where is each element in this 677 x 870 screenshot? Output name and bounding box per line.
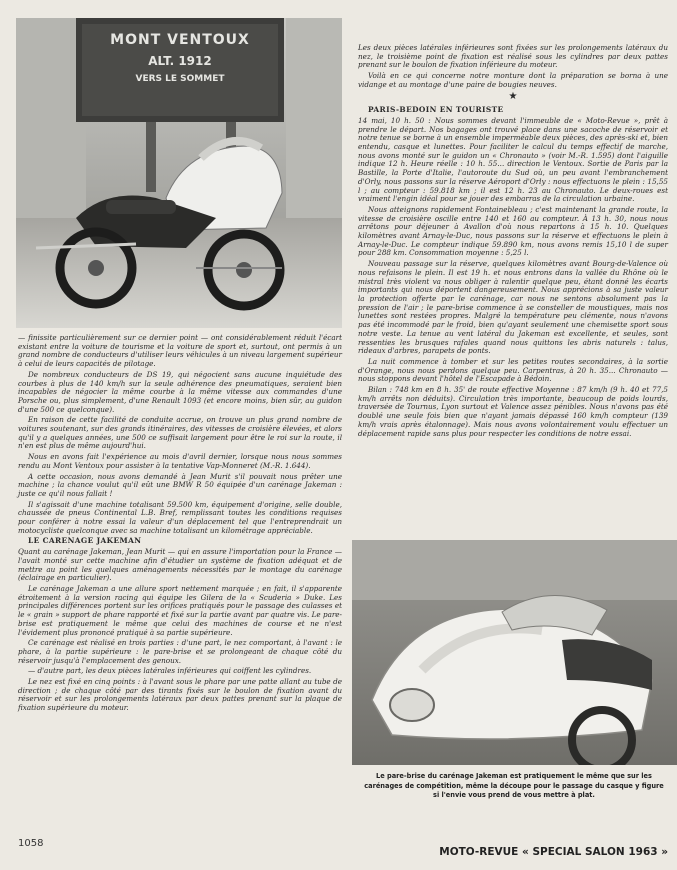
body-paragraph: Nous atteignons rapidement Fontainebleau ; c'est maintenant la grande route, la vitesse de croisière oscille entre 140 et 160 au compteur. À 13 h. 30, nous nous arrêtons pour déjeuner à Avallon d'où nous repartons à 15 h. 10. Quelques kilomètres avant Arnay-le-Duc, nous passons sur la réserve et effectuons le plein à Arnay-le-Duc. Le compteur indique 59.890 km, nous avons remis 15,10 l de super pour 288 km. Consommation moyenne : 5,25 l. <box>358 204 668 258</box>
body-paragraph: Bilan : 748 km en 8 h. 35' de route effective Moyenne : 87 km/h (9 h. 40 et 77,5 km/h arrêts non déduits). Circulation très importante, beaucoup de poids lourds, traversée de Tournus, Lyon surtout et Valence assez pénibles. Nous n'avons pas été doublé une seule fois bien que n'ayant jamais dépassé 160 km/h compteur (139 km/h vrais après étalonnage). Mais nous avons volontairement voulu effectuer un déplacement rapide sans plus pour respecter les conditions de notre essai. <box>358 385 668 438</box>
body-paragraph: Nouveau passage sur la réserve, quelques kilomètres avant Bourg-de-Valence où nous refaisons le plein. Il est 19 h. et nous entrons dans la vallée du Rhône où le mistral très violent va nous obliger à ralentir quelque peu, étant donné les écarts importants qui nous déportent dangereusement. Nous apprécions à sa juste valeur la protection offerte par le carénage, car nous ne sentons absolument pas la pression de l'air ; le pare-brise commence à se consteller de moustiques, mais nos lunettes sont restées propres. Malgré la température peu clémente, nous n'avons pas été incommodé par le froid, bien qu'ayant seulement une chemisette sport sous notre veste. La tenue au vent latéral du Jakeman est excellente, et seules, sont ressenties les brusques rafales quand nous quittons les abris naturels : talus, rideaux d'arbres, parapets de ponts. <box>358 259 668 356</box>
sign-line-2: ALT. 1912 <box>148 54 212 68</box>
body-paragraph: 14 mai, 10 h. 50 : Nous sommes devant l'immeuble de « Moto-Revue », prêt à prendre le départ. Nos bagages ont trouvé place dans une sacoche de réservoir et notre tenue se borne à un ensemble imperméable deux pièces, des après-ski et, bien entendu, casque et lunettes. Pour faciliter le calcul du temps effectif de marche, nous avons monté sur le guidon un « Chronauto » (voir M.-R. 1.595) dont l'aiguille indique 12 h. Heure réelle : 10 h. 55... direction le Ventoux. Sortie de Paris par la Bastille, la Porte d'Italie, l'autoroute du Sud où, un peu avant l'embranchement d'Orly, nous passons sur la réserve Aéroport d'Orly : nous effectuons le plein : 15,55 l ; au compteur : 59.818 km ; il est 12 h. 23 au Chronauto. Le deux-roues est vraiment l'engin idéal pour se jouer des embarras de la circulation urbaine. <box>358 115 668 204</box>
body-paragraph: Ce carénage est réalisé en trois parties : d'une part, le nez comportant, à l'avant : le phare, à la partie supérieure : le pare-brise et se prolongeant de chaque côté du réservoir jusqu'à l'emplacement des genoux. <box>18 638 342 665</box>
section-star: ★ <box>508 90 518 102</box>
photo-fairing-closeup <box>352 540 677 765</box>
section-heading-paris-bedoin: PARIS-BEDOIN EN TOURISTE <box>368 105 504 115</box>
article-column-left <box>18 334 342 715</box>
photo-motorcycle-mont-ventoux <box>16 18 342 328</box>
body-paragraph: Quant au carénage Jakeman, Jean Murit — qui en assure l'importation pour la France — l'avait monté sur cette machine afin d'étudier un système de fixation adéquat et de mettre au point les quelques aménagements nécessités par le montage du carénage (éclairage en particulier). <box>18 547 342 583</box>
body-paragraph: Il s'agissait d'une machine totalisant 59.500 km, équipement d'origine, selle double, chaussée de pneus Continental L.B. Bref, remplissant toutes les conditions requises pour conférer à notre essai la valeur d'un déplacement tel que l'entreprendrait un motocycliste quelconque avec sa machine totalisant un kilométrage appréciable. <box>18 499 342 535</box>
magazine-footer: MOTO-REVUE « SPECIAL SALON 1963 » <box>439 846 668 858</box>
body-paragraph: De nombreux conducteurs de DS 19, qui négocient sans aucune inquiétude des courbes à plus de 140 km/h sur la seule adhérence des pneumatiques, seraient bien incapables de négocier la même courbe à la même vitesse aux commandes d'une Porsche ou, plus simplement, d'une Renault 1093 (et encore moins, bien sûr, au guidon d'une 500 ce quelconque). <box>18 369 342 414</box>
intro-paragraph-2: Voilà en ce qui concerne notre monture dont la préparation se borna à une vidange et au montage d'une paire de bougies neuves. <box>358 71 668 89</box>
page-number: 1058 <box>18 838 44 849</box>
sign-line-1: MONT VENTOUX <box>110 32 250 48</box>
photo-fairing-illustration <box>352 540 677 765</box>
body-paragraph: — finissite particulièrement sur ce dernier point — ont considérablement réduit l'écart existant entre la voiture de tourisme et la voiture de sport et, surtout, ont permis à un grand nombre de conducteurs d'utiliser leurs véhicules à un niveau largement supérieur à celui de leurs capacités de pilotage. <box>18 333 342 369</box>
body-paragraph: Le nez est fixé en cinq points : à l'avant sous le phare par une patte allant au tube de direction ; de chaque côté par des tirants fixés sur le boulon de fixation avant du réservoir et sur les prolongements latéraux par deux pattes prenant sur la plaque de fixation supérieure du moteur. <box>18 677 342 713</box>
body-paragraph: La nuit commence à tomber et sur les petites routes secondaires, à la sortie d'Orange, nous nous perdons quelque peu. Carpentras, à 20 h. 35... Chronauto — nous stoppons devant l'hôtel de l'Escapade à Bédoin. <box>358 356 668 384</box>
body-paragraph: Le carénage Jakeman a une allure sport nettement marquée ; en fait, il s'apparente étroitement à la version racing qui équipe les Gilera de la « Scuderia » Duke. Les principales différences portent sur les orifices pratiqués pour le passage des culasses et le « grain » support de phare rapporté et fixé sur la partie avant par quatre vis. Le pare-brise est pratiquement le même que celui des machines de course et ne n'est l'évidement plus prononcé pratiqué à sa partie supérieure. <box>18 583 342 637</box>
section-heading-carenage: LE CARENAGE JAKEMAN <box>28 536 142 546</box>
body-paragraph: — d'autre part, les deux pièces latérales inférieures qui coiffent les cylindres. <box>28 666 312 676</box>
sign-text <box>82 32 278 84</box>
article-column-right-top <box>358 44 668 440</box>
body-paragraph: A cette occasion, nous avons demandé à Jean Murit s'il pouvait nous prêter une machine ; la chance voulut qu'il eût une BMW R 50 équipée d'un carénage Jakeman : juste ce qu'il nous fallait ! <box>18 471 342 498</box>
photo-caption: Le pare-brise du carénage Jakeman est pratiquement le même que sur les carénages de compétition, même la découpe pour le passage du casque y figure si l'envie vous prend de vous mettre à plat. <box>364 772 664 800</box>
body-paragraph: Nous en avons fait l'expérience au mois d'avril dernier, lorsque nous nous sommes rendu au Mont Ventoux pour assister à la tentative Vap-Monneret (M.-R. 1.644). <box>18 452 342 470</box>
sign-line-3: VERS LE SOMMET <box>135 74 225 84</box>
body-paragraph: En raison de cette facilité de conduite accrue, on trouve un plus grand nombre de voitures soutenant, sur des grands itinéraires, des vitesses de croisière élevées, et alors qu'il y a quelques années, une 500 ce suffisait largement pour être le roi sur la route, il n'en est plus de même aujourd'hui. <box>18 415 342 451</box>
intro-paragraph-1: Les deux pièces latérales inférieures sont fixées sur les prolongements latéraux du nez, le troisième point de fixation est réalisé sous les cylindres par deux pattes prenant sur le boulon de fixation inférieure du moteur. <box>358 43 668 70</box>
